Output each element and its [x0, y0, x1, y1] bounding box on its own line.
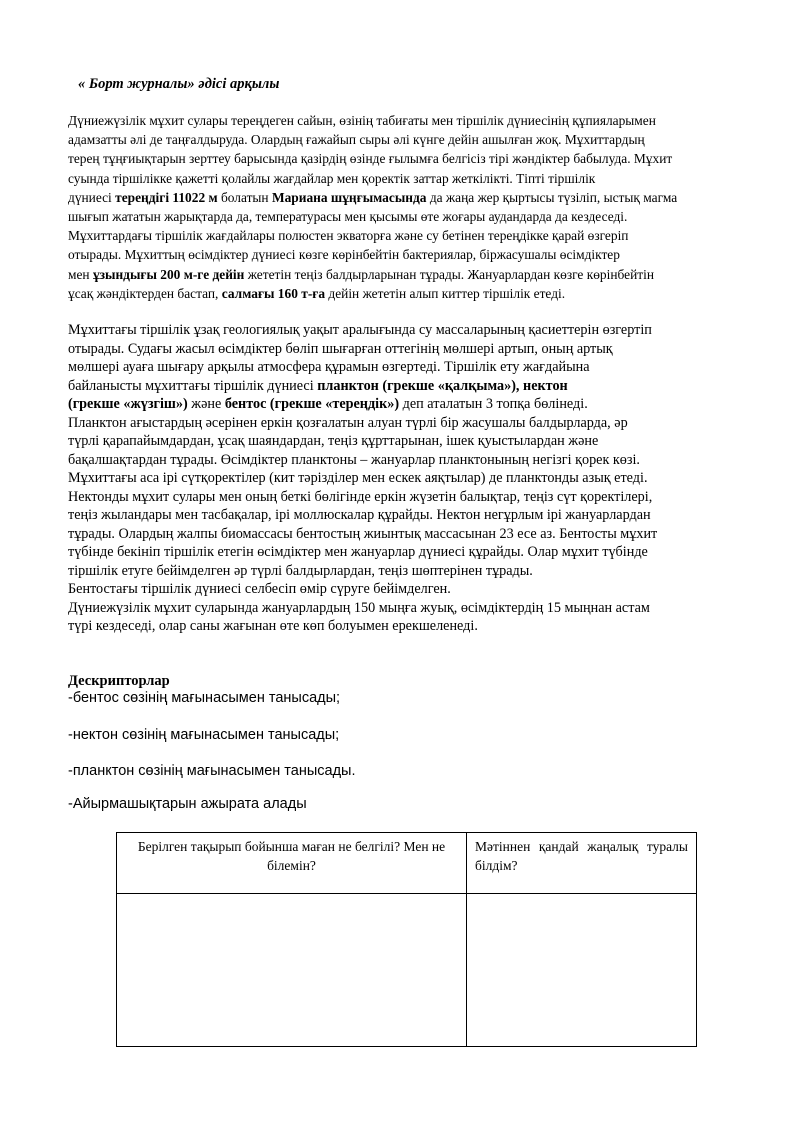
text-run: мен: [68, 266, 93, 282]
text-line: [68, 395, 748, 414]
text-line: мөлшері ауаға шығару арқылы атмосфера құрамын өзгертеді. Тіршілік ету жағдайына: [68, 359, 590, 375]
descriptor-item: -Айырмашықтарын ажырата алады: [68, 796, 307, 812]
text-line: Мұхиттағы аса ірі сүтқоректілер (кит тәрізділер мен ескек аяқтылар) де планктонды азық етеді.: [68, 470, 648, 486]
descriptor-item: -нектон сөзінің мағынасымен танысады;: [68, 727, 340, 743]
depth-highlight: тереңдігі 11022 м: [115, 189, 218, 205]
plankton-nekton-highlight: планктон (грекше «қалқыма»), нектон: [317, 377, 568, 394]
text-line: [68, 265, 748, 284]
text-line: [68, 284, 748, 303]
table-row: [117, 894, 697, 1047]
descriptors-heading: Дескрипторлар: [68, 673, 170, 689]
intro-paragraph: [68, 111, 748, 303]
text-run: жететін теңіз балдырларынан тұрады. Жануарлардан көзге көрінбейтін: [244, 266, 654, 282]
text-run: және: [187, 396, 225, 412]
main-paragraph: [68, 321, 748, 636]
mariana-trench-highlight: Мариана шұңғымасында: [271, 189, 427, 205]
benthos-highlight: бентос (грекше «тереңдік»): [224, 396, 400, 412]
text-line: адамзатты әлі де таңғалдыруда. Олардың ғажайып сыры әлі күнге дейін ашылған жоқ. Мұхиттардың: [68, 132, 645, 148]
known-column-header: Берілген тақырып бойынша маған не белгілі? Мен не білемін?: [117, 833, 467, 894]
text-run: болатын: [217, 189, 272, 205]
text-run: дейін жететін алып киттер тіршілік етеді.: [325, 285, 566, 301]
text-line: түрі кездеседі, олар саны жағынан өте көп болуымен ерекшеленеді.: [68, 618, 478, 634]
reflection-table: [116, 832, 697, 1047]
known-answer-cell[interactable]: [117, 894, 467, 1047]
text-run: дүниесі: [68, 189, 116, 205]
text-line: терең тұңғиықтарын зерттеу барысында қазірдің өзінде ғылымға белгісіз тірі жәндіктер бабылуда. Мұхит: [68, 151, 673, 167]
text-line: [68, 377, 748, 396]
text-line: теңіз жыландары мен тасбақалар, ірі моллюскалар құрайды. Нектон негұрлым ірі жануарлардан: [68, 507, 651, 523]
text-line: Мұхиттағы тіршілік ұзақ геологиялық уақыт аралығында су массаларының қасиеттерін өзгертіп: [68, 322, 652, 338]
page-title: « Борт журналы» әдісі арқылы: [78, 76, 280, 92]
descriptor-item: -планктон сөзінің мағынасымен танысады.: [68, 763, 356, 779]
text-line: Дүниежүзілік мұхит сулары тереңдеген сайын, өзінің табиғаты мен тіршілік дүниесінің құпияларымен: [68, 113, 656, 128]
length-highlight: ұзындығы 200 м-ге дейін: [92, 266, 245, 282]
text-line: Мұхиттардағы тіршілік жағдайлары полюстен экваторға және су бетінен тереңдікке қарай өзгеріп: [68, 228, 629, 244]
text-line: Бентостағы тіршілік дүниесі селбесіп өмір сүруге бейімделген.: [68, 581, 451, 597]
text-run: байланысты мұхиттағы тіршілік дүниесі: [68, 377, 318, 394]
table-header-row: [117, 833, 697, 894]
text-line: суында тіршілікке қажетті қолайлы жағдайлар мен қоректік заттар жеткілікті. Тіпті тіршілік: [68, 170, 596, 186]
text-line: түбінде бекініп тіршілік етегін өсімдіктер мен жануарлар дүниесі құрайды. Олар мұхит түбінде: [68, 544, 648, 560]
weight-highlight: салмағы 160 т-ға: [221, 285, 326, 301]
text-line: отырады. Мұхиттың өсімдіктер дүниесі көзге көрінбейтін бактериялар, біржасушалы өсімдіктер: [68, 247, 620, 263]
text-line: бақалшақтардан тұрады. Өсімдіктер планктоны – жануарлар планктонының негізгі қорек көзі.: [68, 451, 640, 468]
text-line: тіршілік етуге бейімделген әр түрлі балдырлардан, теңіз шөптерінен тұрады.: [68, 562, 533, 579]
text-line: [68, 188, 748, 207]
text-line: Нектонды мұхит сулары мен оның беткі бөлігінде еркін жүзетін балықтар, теңіз сүт қоректілері,: [68, 488, 653, 505]
nekton-meaning-highlight: (грекше «жүзгіш»): [68, 396, 188, 412]
text-run: да жаңа жер қыртысы түзіліп, ыстық магма: [426, 189, 678, 205]
text-line: Дүниежүзілік мұхит суларында жануарлардың 150 мыңға жуық, өсімдіктердің 15 мыңнан астам: [68, 599, 650, 616]
descriptor-item: -бентос сөзінің мағынасымен танысады;: [68, 690, 341, 706]
text-line: отырады. Судағы жасыл өсімдіктер бөліп шығарған оттегінің мөлшері артып, оның артық: [68, 340, 613, 357]
learned-answer-cell[interactable]: [467, 894, 697, 1047]
learned-column-header: Мәтіннен қандай жаңалық туралы білдім?: [467, 833, 697, 894]
text-line: шығып жататын жарықтарда да, температурасы мен қысымы өте жоғары аудандарда да кездеседі.: [68, 209, 628, 225]
text-line: тұрады. Олардың жалпы биомассасы бентостың жиынтық массасынан 23 есе аз. Бентосты мұхит: [68, 525, 658, 542]
text-run: ұсақ жәндіктерден бастап,: [68, 285, 222, 301]
text-run: деп аталатын 3 топқа бөлінеді.: [399, 396, 588, 412]
text-line: Планктон ағыстардың әсерінен еркін қозғалатын алуан түрлі бір жасушалы балдырларда, әр: [68, 414, 628, 431]
text-line: түрлі қарапайымдардан, ұсақ шаяндардан, теңіз құрттарынан, ішек қуыстылардан және: [68, 433, 599, 449]
